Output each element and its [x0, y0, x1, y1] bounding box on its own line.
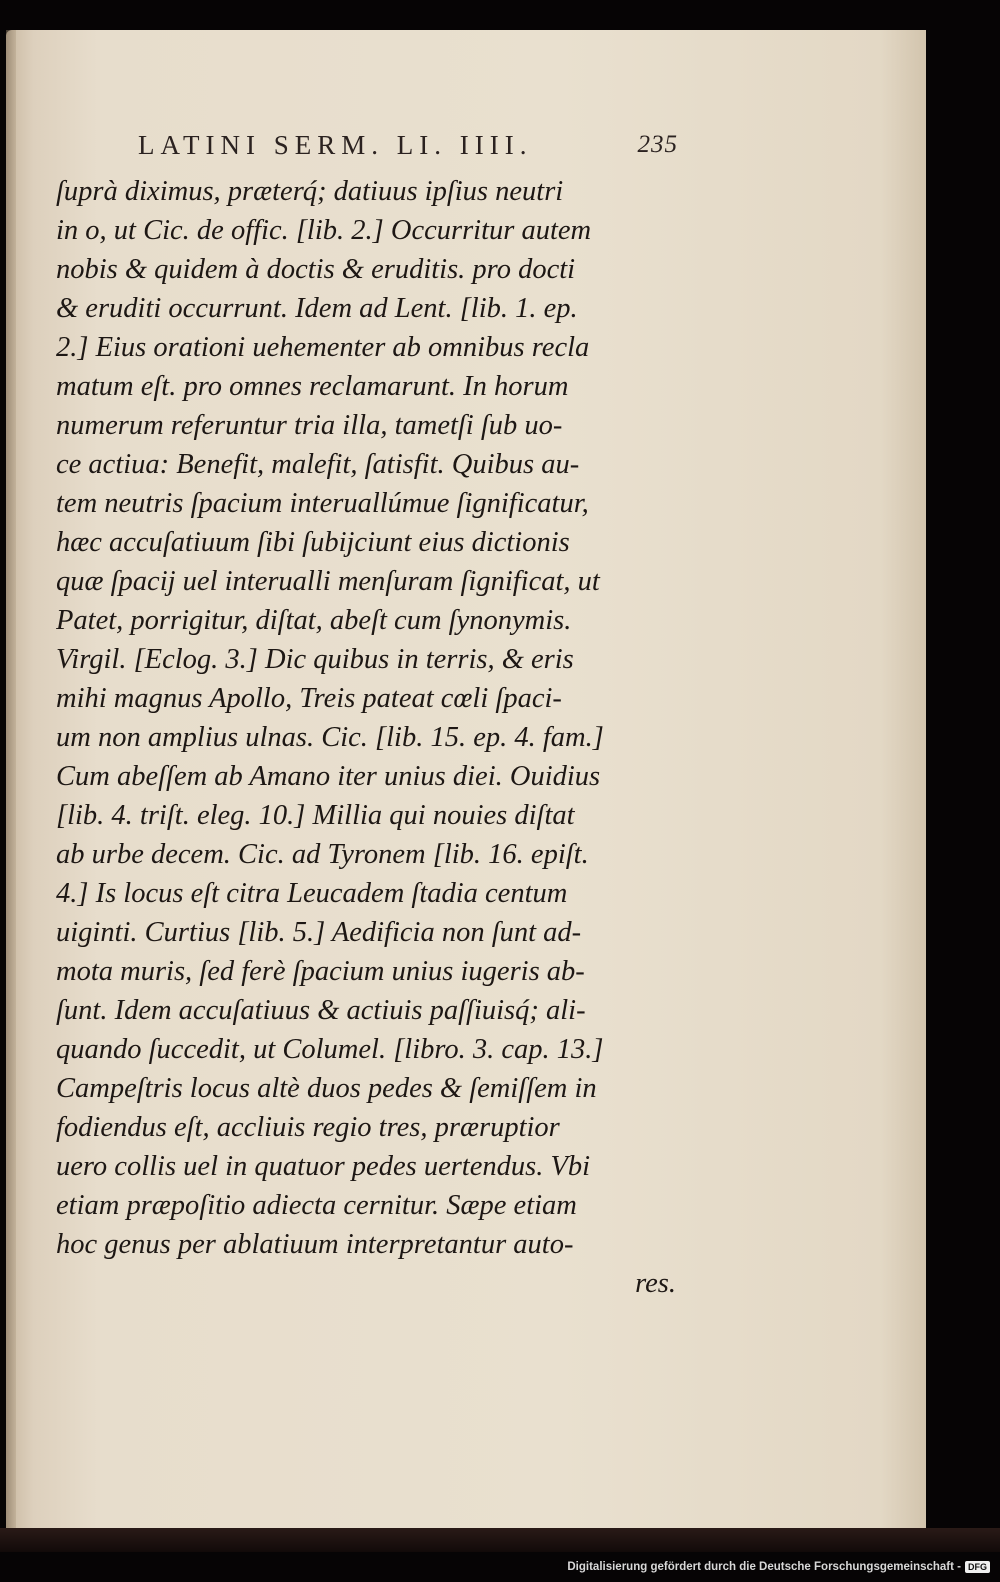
text-line: numerum referuntur tria illa, tametſi ſub uo- — [56, 410, 563, 441]
text-line: tem neutris ſpacium interuallúmue ſignificatur, — [56, 488, 589, 519]
text-line: Cum abeſſem ab Amano iter unius diei. Ouidius — [56, 761, 601, 792]
text-line: Campeſtris locus altè duos pedes & ſemiſſem in — [56, 1073, 597, 1104]
text-line: um non amplius ulnas. Cic. [lib. 15. ep. 4. fam.] — [56, 722, 604, 753]
text-line: matum eſt. pro omnes reclamarunt. In horum — [56, 371, 569, 402]
text-line: mihi magnus Apollo, Treis pateat cœli ſpaci- — [56, 683, 562, 714]
catchword: res. — [635, 1268, 676, 1299]
running-head — [138, 128, 678, 162]
text-line: & eruditi occurrunt. Idem ad Lent. [lib. 1. ep. — [56, 293, 578, 324]
text-line: Patet, porrigitur, diſtat, abeſt cum ſynonymis. — [56, 605, 572, 636]
running-title: LATINI SERM. LI. IIII. — [138, 129, 533, 160]
text-line: ab urbe decem. Cic. ad Tyronem [lib. 16. epiſt. — [56, 839, 589, 870]
text-line: uero collis uel in quatuor pedes uertendus. Vbi — [56, 1151, 591, 1182]
text-line: mota muris, ſed ferè ſpacium unius iugeris ab- — [56, 956, 585, 987]
text-line: Virgil. [Eclog. 3.] Dic quibus in terris, & eris — [56, 644, 574, 675]
text-line: hæc accuſatiuum ſibi ſubijciunt eius dictionis — [56, 527, 570, 558]
page-number: 235 — [637, 131, 678, 158]
text-line: ce actiua: Benefit, malefit, ſatisfit. Quibus au- — [56, 449, 580, 480]
text-line: hoc genus per ablatiuum interpretantur auto- — [56, 1229, 574, 1260]
text-line: etiam præpoſitio adiecta cernitur. Sæpe etiam — [56, 1190, 577, 1221]
body-text — [56, 172, 676, 1303]
text-line: nobis & quidem à doctis & eruditis. pro docti — [56, 254, 576, 285]
text-line: ſuprà diximus, præterq́; datiuus ipſius neutri — [56, 176, 564, 207]
text-line: quando ſuccedit, ut Columel. [libro. 3. cap. 13.] — [56, 1034, 604, 1065]
text-line: [lib. 4. triſt. eleg. 10.] Millia qui nouies diſtat — [56, 800, 575, 831]
text-line: 4.] Is locus eſt citra Leucadem ſtadia centum — [56, 878, 568, 909]
dfg-logo-icon: DFG — [965, 1561, 990, 1573]
text-line: uiginti. Curtius [lib. 5.] Aedificia non ſunt ad- — [56, 917, 582, 948]
text-line: ſunt. Idem accuſatiuus & actiuis paſſiuisq́; ali- — [56, 995, 586, 1026]
text-line: fodiendus eſt, accliuis regio tres, præruptior — [56, 1112, 560, 1143]
text-line: 2.] Eius orationi uehementer ab omnibus recla — [56, 332, 590, 363]
bottom-cover-strip — [0, 1528, 1000, 1552]
text-line: in o, ut Cic. de offic. [lib. 2.] Occurritur autem — [56, 215, 592, 246]
page-gutter-shadow — [6, 30, 16, 1528]
digitization-credit — [567, 1558, 990, 1576]
text-line: quæ ſpacij uel interualli menſuram ſignificat, ut — [56, 566, 600, 597]
credit-text: Digitalisierung gefördert durch die Deutsche Forschungsgemeinschaft - — [567, 1561, 961, 1573]
